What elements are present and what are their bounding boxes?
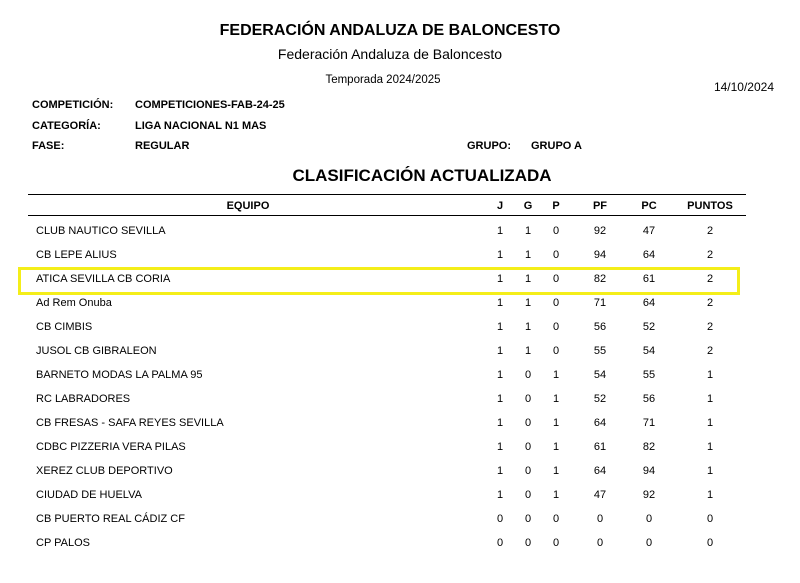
- cell-p: 1: [552, 465, 560, 477]
- col-header-g: G: [523, 200, 533, 212]
- cell-g: 0: [524, 393, 532, 405]
- cell-puntos: 0: [706, 513, 714, 525]
- col-header-pc: PC: [641, 200, 657, 212]
- cell-j: 1: [496, 225, 504, 237]
- table-row: [0, 532, 800, 556]
- cell-j: 1: [496, 273, 504, 285]
- cell-p: 1: [552, 369, 560, 381]
- cell-pc: 47: [642, 225, 656, 237]
- cell-equipo: CB FRESAS - SAFA REYES SEVILLA: [36, 417, 224, 429]
- season-label: Temporada 2024/2025: [325, 74, 441, 86]
- cell-p: 0: [552, 537, 560, 549]
- cell-j: 1: [496, 297, 504, 309]
- cell-equipo: CB PUERTO REAL CÁDIZ CF: [36, 513, 185, 525]
- cell-j: 1: [496, 369, 504, 381]
- cell-j: 1: [496, 393, 504, 405]
- cell-puntos: 2: [706, 225, 714, 237]
- cell-puntos: 2: [706, 297, 714, 309]
- cell-pf: 92: [593, 225, 607, 237]
- cell-pc: 0: [645, 537, 653, 549]
- cell-pc: 92: [642, 489, 656, 501]
- cell-j: 1: [496, 465, 504, 477]
- fase-label: FASE:: [32, 140, 65, 152]
- table-row: [0, 508, 800, 532]
- cell-j: 1: [496, 417, 504, 429]
- cell-j: 0: [496, 513, 504, 525]
- cell-p: 0: [552, 249, 560, 261]
- table-row: [0, 436, 800, 460]
- cell-puntos: 0: [706, 537, 714, 549]
- cell-pf: 82: [593, 273, 607, 285]
- table-row: [0, 340, 800, 364]
- cell-pf: 52: [593, 393, 607, 405]
- table-row: [0, 364, 800, 388]
- cell-g: 1: [524, 249, 532, 261]
- report-date: 14/10/2024: [713, 80, 774, 94]
- cell-j: 1: [496, 321, 504, 333]
- table-row: [0, 388, 800, 412]
- cell-pc: 94: [642, 465, 656, 477]
- cell-puntos: 1: [706, 441, 714, 453]
- cell-equipo: CDBC PIZZERIA VERA PILAS: [36, 441, 186, 453]
- cell-pf: 64: [593, 465, 607, 477]
- cell-p: 1: [552, 417, 560, 429]
- cell-pc: 71: [642, 417, 656, 429]
- cell-pc: 55: [642, 369, 656, 381]
- categoria-label: CATEGORÍA:: [32, 120, 101, 132]
- cell-p: 1: [552, 489, 560, 501]
- cell-equipo: JUSOL CB GIBRALEON: [36, 345, 157, 357]
- cell-p: 0: [552, 513, 560, 525]
- grupo-value: GRUPO A: [531, 140, 582, 152]
- cell-puntos: 1: [706, 417, 714, 429]
- cell-g: 0: [524, 537, 532, 549]
- cell-equipo: CLUB NAUTICO SEVILLA: [36, 225, 166, 237]
- cell-puntos: 1: [706, 489, 714, 501]
- cell-g: 1: [524, 345, 532, 357]
- table-top-rule: [28, 194, 746, 195]
- col-header-p: P: [552, 200, 560, 212]
- cell-pf: 0: [596, 513, 604, 525]
- col-header-equipo: EQUIPO: [226, 200, 270, 212]
- col-header-j: J: [496, 200, 504, 212]
- cell-pf: 56: [593, 321, 607, 333]
- cell-puntos: 2: [706, 345, 714, 357]
- cell-equipo: ATICA SEVILLA CB CORIA: [36, 273, 171, 285]
- cell-p: 1: [552, 393, 560, 405]
- grupo-label: GRUPO:: [467, 140, 511, 152]
- cell-equipo: Ad Rem Onuba: [36, 297, 112, 309]
- cell-g: 1: [524, 273, 532, 285]
- cell-pc: 0: [645, 513, 653, 525]
- categoria-value: LIGA NACIONAL N1 MAS: [135, 120, 267, 132]
- cell-p: 0: [552, 273, 560, 285]
- cell-equipo: XEREZ CLUB DEPORTIVO: [36, 465, 173, 477]
- table-row: [0, 220, 800, 244]
- cell-pc: 61: [642, 273, 656, 285]
- cell-puntos: 2: [706, 321, 714, 333]
- table-row: [0, 460, 800, 484]
- cell-puntos: 1: [706, 369, 714, 381]
- table-row: [0, 316, 800, 340]
- table-row: [0, 292, 800, 316]
- cell-j: 1: [496, 345, 504, 357]
- cell-j: 1: [496, 441, 504, 453]
- federation-subtitle: Federación Andaluza de Baloncesto: [277, 46, 503, 62]
- cell-puntos: 1: [706, 465, 714, 477]
- table-row: [0, 244, 800, 268]
- cell-g: 0: [524, 417, 532, 429]
- cell-g: 1: [524, 225, 532, 237]
- cell-puntos: 2: [706, 249, 714, 261]
- cell-p: 0: [552, 345, 560, 357]
- col-header-pf: PF: [592, 200, 608, 212]
- cell-pf: 0: [596, 537, 604, 549]
- cell-j: 0: [496, 537, 504, 549]
- cell-pf: 55: [593, 345, 607, 357]
- cell-equipo: CIUDAD DE HUELVA: [36, 489, 142, 501]
- cell-equipo: BARNETO MODAS LA PALMA 95: [36, 369, 203, 381]
- table-row: [0, 484, 800, 508]
- cell-equipo: RC LABRADORES: [36, 393, 131, 405]
- cell-g: 0: [524, 465, 532, 477]
- cell-pc: 82: [642, 441, 656, 453]
- cell-pc: 54: [642, 345, 656, 357]
- competicion-value: COMPETICIONES-FAB-24-25: [135, 99, 285, 111]
- competicion-label: COMPETICIÓN:: [32, 99, 114, 111]
- table-header-rule: [28, 215, 746, 216]
- cell-equipo: CB LEPE ALIUS: [36, 249, 117, 261]
- cell-pf: 61: [593, 441, 607, 453]
- highlight-box: [18, 267, 740, 295]
- table-row: [0, 412, 800, 436]
- cell-p: 0: [552, 297, 560, 309]
- cell-pf: 71: [593, 297, 607, 309]
- federation-title: FEDERACIÓN ANDALUZA DE BALONCESTO: [219, 22, 561, 39]
- cell-puntos: 1: [706, 393, 714, 405]
- cell-pc: 64: [642, 297, 656, 309]
- cell-g: 0: [524, 441, 532, 453]
- cell-pf: 54: [593, 369, 607, 381]
- cell-g: 0: [524, 369, 532, 381]
- cell-pc: 52: [642, 321, 656, 333]
- cell-pf: 47: [593, 489, 607, 501]
- cell-g: 1: [524, 297, 532, 309]
- cell-pf: 94: [593, 249, 607, 261]
- cell-j: 1: [496, 489, 504, 501]
- cell-equipo: CB CIMBIS: [36, 321, 93, 333]
- classification-title: CLASIFICACIÓN ACTUALIZADA: [292, 166, 552, 185]
- cell-j: 1: [496, 249, 504, 261]
- cell-pc: 64: [642, 249, 656, 261]
- cell-pf: 64: [593, 417, 607, 429]
- cell-g: 0: [524, 513, 532, 525]
- cell-g: 1: [524, 321, 532, 333]
- cell-p: 0: [552, 321, 560, 333]
- cell-g: 0: [524, 489, 532, 501]
- cell-puntos: 2: [706, 273, 714, 285]
- cell-p: 1: [552, 441, 560, 453]
- cell-pc: 56: [642, 393, 656, 405]
- col-header-puntos: PUNTOS: [687, 200, 733, 212]
- fase-value: REGULAR: [135, 140, 190, 152]
- cell-p: 0: [552, 225, 560, 237]
- cell-equipo: CP PALOS: [36, 537, 91, 549]
